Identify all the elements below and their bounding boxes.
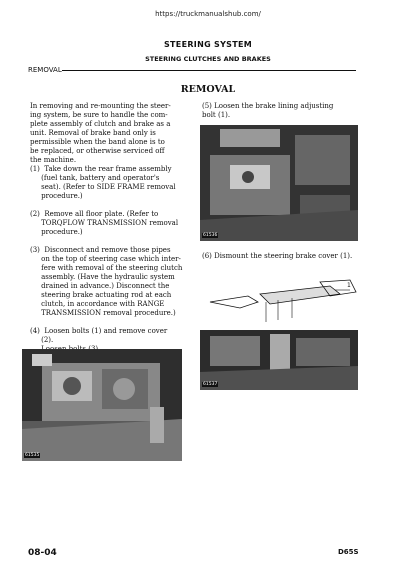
left-text-line: drained in advance.) Disconnect the: [30, 282, 170, 290]
left-text-line: steering brake actuating rod at each: [30, 291, 172, 299]
step5-line-1: (5) Loosen the brake lining adjusting: [202, 102, 334, 110]
left-text-line: permissible when the band alone is to: [30, 138, 165, 146]
section-title: REMOVAL: [180, 84, 236, 95]
left-text-line: plete assembly of clutch and brake as a: [30, 120, 171, 128]
figure-brake-cover-drawing: [200, 272, 358, 390]
left-text-line: procedure.): [30, 228, 83, 236]
left-column-text: [30, 102, 182, 354]
left-text-line: (4) Loosen bolts (1) and remove cover: [30, 327, 168, 335]
step5-line-2: bolt (1).: [202, 111, 231, 119]
source-url: https://truckmanualshub.com/: [155, 10, 261, 18]
left-text-line: (3) Disconnect and remove those pipes: [30, 246, 171, 254]
section-label: REMOVAL: [28, 66, 62, 74]
left-text-line: ing system, be sure to handle the com-: [30, 111, 168, 119]
left-text-line: TORQFLOW TRANSMISSION removal: [30, 219, 179, 227]
figure-steering-case-drawing: [22, 349, 182, 461]
step5-text: [202, 102, 333, 120]
callout-1: 1: [347, 282, 351, 289]
left-text-line: (fuel tank, battery and operator's: [30, 174, 160, 182]
left-text-line: (2).: [30, 336, 54, 344]
chapter-title: STEERING SYSTEM: [163, 40, 253, 49]
left-text-line: (2) Remove all floor plate. (Refer to: [30, 210, 159, 218]
left-text-line: [30, 237, 182, 246]
left-text-line: TRANSMISSION removal procedure.): [30, 309, 176, 317]
model-label: D65S: [338, 548, 359, 556]
left-text-line: (1) Take down the rear frame assembly: [30, 165, 172, 173]
left-text-line: on the top of steering case which inter-: [30, 255, 181, 263]
left-text-line: be replaced, or otherwise serviced off: [30, 147, 165, 155]
left-text-line: In removing and re-mounting the steer-: [30, 102, 171, 110]
figure-brake-adjusting-bolt-photo: [200, 125, 358, 241]
page-number: 08-04: [28, 548, 57, 558]
step6-text: [202, 252, 352, 261]
figure-id-3: 61537: [203, 382, 218, 387]
step6-line: (6) Dismount the steering brake cover (1).: [202, 252, 353, 260]
left-text-line: assembly. (Have the hydraulic system: [30, 273, 175, 281]
figure-id-2: 61536: [203, 233, 218, 238]
left-text-line: procedure.): [30, 192, 83, 200]
chapter-subtitle: STEERING CLUTCHES AND BRAKES: [145, 55, 271, 63]
left-text-line: seat). (Refer to SIDE FRAME removal: [30, 183, 176, 191]
header-rule: [62, 70, 356, 71]
figure-brake-adjusting-drawing: [200, 125, 358, 241]
left-text-line: clutch, in accordance with RANGE: [30, 300, 165, 308]
left-text-line: the machine.: [30, 156, 77, 164]
figure-id-1: 61535: [25, 453, 40, 458]
left-text-line: [30, 318, 182, 327]
left-text-line: fere with removal of the steering clutch: [30, 264, 183, 272]
left-text-line: [30, 201, 182, 210]
left-text-line: unit. Removal of brake band only is: [30, 129, 156, 137]
figure-steering-case-photo: [22, 349, 182, 461]
figure-brake-cover-removal: [200, 272, 358, 390]
